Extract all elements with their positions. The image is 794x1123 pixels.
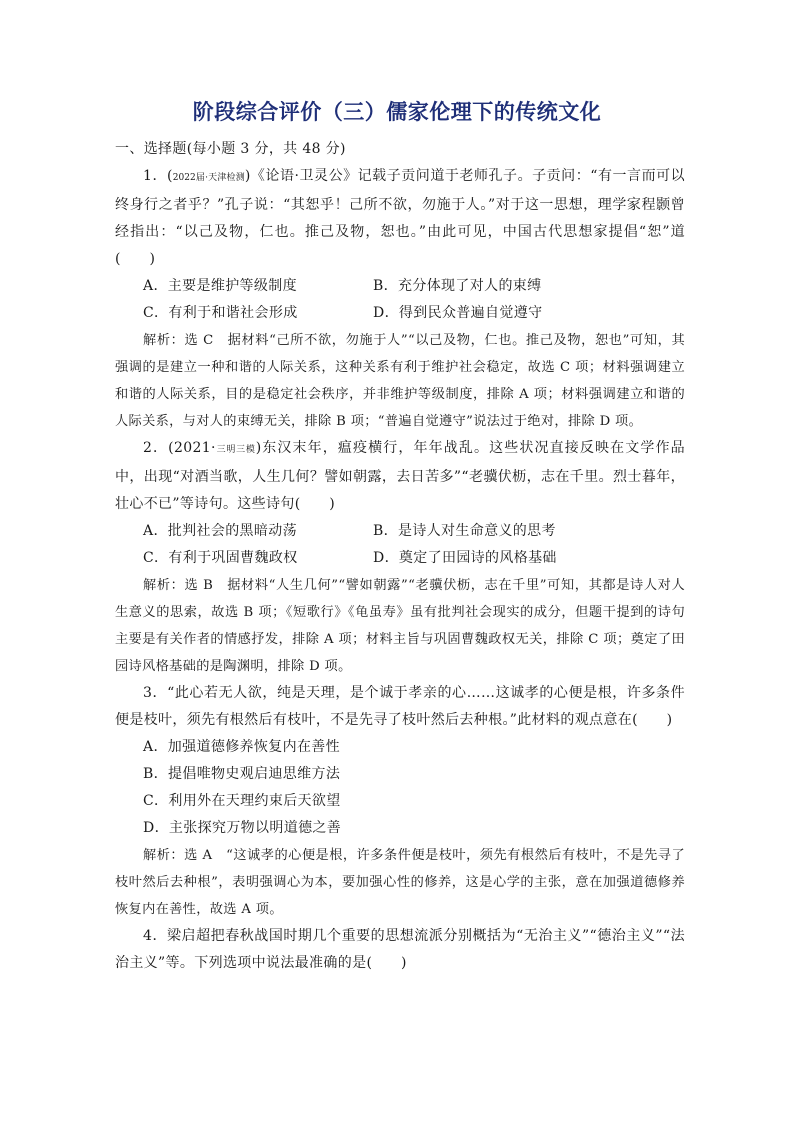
option-a: A．主要是维护等级制度 xyxy=(143,278,297,294)
option-d: D．主张探究万物以明道德之善 xyxy=(143,820,342,836)
question-2 xyxy=(115,435,685,680)
option-b: B．充分体现了对人的束缚 xyxy=(373,278,542,294)
question-source: 三明三模 xyxy=(215,445,256,455)
answer-explanation: 解析：选 B 据材料“人生几何”“譬如朝露”“老骥伏枥，志在千里”可知，其都是诗人对人生意义的思索，故选 B 项；《短歌行》《龟虽寿》虽有批判社会现实的成分，但题干提到的诗句主要是有关作者的情感抒发，排除 A 项；材料主旨与巩固曹魏政权无关，排除 C 项；奠定了田园诗风格基础的是陶渊明，排除 D 项。 xyxy=(115,578,685,674)
options-row xyxy=(115,273,685,300)
options-row xyxy=(115,545,685,572)
options-row xyxy=(115,300,685,327)
answer-explanation: 解析：选 A “这诚孝的心便是根，许多条件便是枝叶，须先有根然后有枝叶，不是先寻了枝叶然后去种根”，表明强调心为本，要加强心性的修养，这是心学的主张，意在加强道德修养恢复内在善性，故选 A 项。 xyxy=(115,848,685,917)
question-stem: 3．“此心若无人欲，纯是天理，是个诚于孝亲的心……这诚孝的心便是根，许多条件便是枝叶，须先有根然后有枝叶，不是先寻了枝叶然后去种根。”此材料的观点意在( ) xyxy=(115,685,685,728)
answer-explanation: 解析：选 C 据材料“己所不欲，勿施于人”“以己及物，仁也。推己及物，恕也”可知，其强调的是建立一种和谐的人际关系，这种关系有利于维护社会稳定，故选 C 项；材料强调建立和谐的人际关系，目的是稳定社会秩序，并非维护等级制度，排除 A 项；材料强调建立和谐的人际关系，与对人的束缚无关，排除 B 项；“普遍自觉遵守”说法过于绝对，排除 D 项。 xyxy=(115,333,685,429)
question-stem: 4．梁启超把春秋战国时期几个重要的思想流派分别概括为“无治主义”“德治主义”“法治主义”等。下列选项中说法最准确的是( ) xyxy=(115,928,685,971)
option-c: C．有利于巩固曹魏政权 xyxy=(143,550,298,566)
question-source: 2022届·天津检测 xyxy=(172,173,245,183)
option-c: C．有利于和谐社会形成 xyxy=(143,305,298,321)
question-1 xyxy=(115,163,685,435)
page-title: 阶段综合评价（三）儒家伦理下的传统文化 xyxy=(192,99,602,124)
option-c: C．利用外在天理约束后天欲望 xyxy=(143,793,341,809)
question-3 xyxy=(115,680,685,923)
options-row xyxy=(115,518,685,545)
option-b: B．提倡唯物史观启迪思维方法 xyxy=(143,766,341,782)
question-stem: 2．(2021·三明三模)东汉末年，瘟疫横行，年年战乱。这些状况直接反映在文学作品中，出现“对酒当歌，人生几何？譬如朝露，去日苦多”“老骥伏枥，志在千里。烈士暮年，壮心不已”等诗句。这些诗句( ) xyxy=(115,440,685,512)
question-stem: 1．(2022届·天津检测)《论语·卫灵公》记载子贡问道于老师孔子。子贡问：“有一言而可以终身行之者乎？”孔子说：“其恕乎！己所不欲，勿施于人。”对于这一思想，理学家程颢曾经指出：“以己及物，仁也。推己及物，恕也。”由此可见，中国古代思想家提倡“恕”道( ) xyxy=(115,168,685,267)
option-a: A．批判社会的黑暗动荡 xyxy=(143,523,297,539)
option-d: D．奠定了田园诗的风格基础 xyxy=(373,550,557,566)
section-heading: 一、选择题(每小题 3 分，共 48 分) xyxy=(115,141,346,157)
option-b: B．是诗人对生命意义的思考 xyxy=(373,523,556,539)
document-body xyxy=(115,136,685,977)
option-d: D．得到民众普遍自觉遵守 xyxy=(373,305,543,321)
question-4 xyxy=(115,923,685,977)
option-a: A．加强道德修养恢复内在善性 xyxy=(143,739,341,755)
